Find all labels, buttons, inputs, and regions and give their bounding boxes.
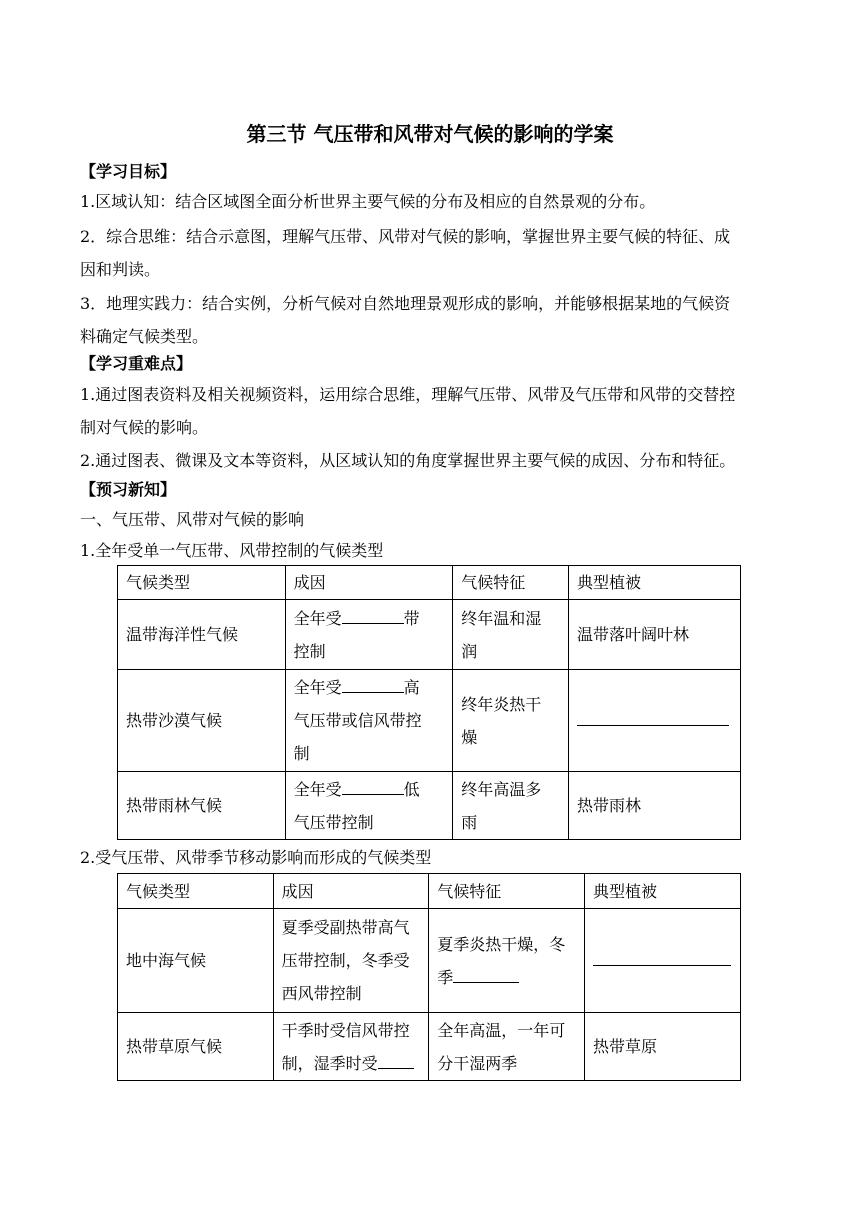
heading-preview: 【预习新知】	[80, 480, 177, 499]
fill-blank[interactable]	[577, 707, 729, 726]
fill-blank[interactable]	[342, 605, 404, 624]
header-climate-type: 气候类型	[118, 874, 274, 909]
fill-blank[interactable]	[453, 964, 519, 983]
cell-vegetation: 温带落叶阔叶林	[568, 600, 740, 670]
cell-feature: 终年炎热干 燥	[453, 670, 569, 772]
key-point-1-line-1: 1.通过图表资料及相关视频资料，运用综合思维，理解气压带、风带及气压带和风带的交替控	[80, 385, 736, 404]
heading-learning-goals: 【学习目标】	[80, 162, 177, 181]
cell-feature: 终年温和湿 润	[453, 600, 569, 670]
cell-cause: 干季时受信风带控 制，湿季时受	[273, 1013, 429, 1081]
cell-feature: 全年高温，一年可 分干湿两季	[429, 1013, 585, 1081]
cell-type: 温带海洋性气候	[118, 600, 286, 670]
header-feature: 气候特征	[429, 874, 585, 909]
goal-1: 1.区域认知：结合区域图全面分析世界主要气候的分布及相应的自然景观的分布。	[80, 192, 656, 211]
cell-vegetation: 热带草原	[584, 1013, 740, 1081]
cell-vegetation	[568, 670, 740, 772]
cell-vegetation	[584, 909, 740, 1013]
header-vegetation: 典型植被	[584, 874, 740, 909]
key-point-1-line-2: 制对气候的影响。	[80, 418, 209, 437]
cell-cause: 全年受 低 气压带控制	[285, 772, 453, 840]
cell-cause: 夏季受副热带高气 压带控制，冬季受 西风带控制	[273, 909, 429, 1013]
table-row	[118, 909, 741, 1013]
header-feature: 气候特征	[453, 566, 569, 600]
goal-2-line-1: 2．综合思维：结合示意图，理解气压带、风带对气候的影响，掌握世界主要气候的特征、成	[80, 227, 731, 246]
fill-blank[interactable]	[593, 947, 731, 966]
document-title: 第三节 气压带和风带对气候的影响的学案	[246, 122, 614, 146]
table-1-title: 1.全年受单一气压带、风带控制的气候类型	[80, 541, 384, 560]
goal-2-line-2: 因和判读。	[80, 260, 161, 279]
climate-table-1	[117, 565, 741, 840]
table-row	[118, 600, 741, 670]
table-2-title: 2.受气压带、风带季节移动影响而形成的气候类型	[80, 848, 432, 867]
cell-type: 热带雨林气候	[118, 772, 286, 840]
subheading-pressure-wind: 一、气压带、风带对气候的影响	[80, 510, 305, 529]
cell-feature: 终年高温多 雨	[453, 772, 569, 840]
fill-blank[interactable]	[342, 674, 404, 693]
table-row	[118, 772, 741, 840]
key-point-2: 2.通过图表、微课及文本等资料，从区域认知的角度掌握世界主要气候的成因、分布和特征。	[80, 451, 736, 470]
cell-type: 热带沙漠气候	[118, 670, 286, 772]
cell-type: 热带草原气候	[118, 1013, 274, 1081]
goal-3-line-2: 料确定气候类型。	[80, 327, 209, 346]
table-row	[118, 670, 741, 772]
header-cause: 成因	[285, 566, 453, 600]
table-header-row	[118, 874, 741, 909]
cell-feature: 夏季炎热干燥，冬 季	[429, 909, 585, 1013]
cell-type: 地中海气候	[118, 909, 274, 1013]
fill-blank[interactable]	[378, 1050, 414, 1069]
header-cause: 成因	[273, 874, 429, 909]
header-climate-type: 气候类型	[118, 566, 286, 600]
heading-key-points: 【学习重难点】	[80, 354, 193, 373]
fill-blank[interactable]	[342, 776, 404, 795]
header-vegetation: 典型植被	[568, 566, 740, 600]
table-header-row	[118, 566, 741, 600]
cell-cause: 全年受 带 控制	[285, 600, 453, 670]
goal-3-line-1: 3．地理实践力：结合实例，分析气候对自然地理景观形成的影响，并能够根据某地的气候资	[80, 294, 731, 313]
table-row	[118, 1013, 741, 1081]
cell-cause: 全年受 高 气压带或信风带控 制	[285, 670, 453, 772]
climate-table-2	[117, 873, 741, 1081]
cell-vegetation: 热带雨林	[568, 772, 740, 840]
